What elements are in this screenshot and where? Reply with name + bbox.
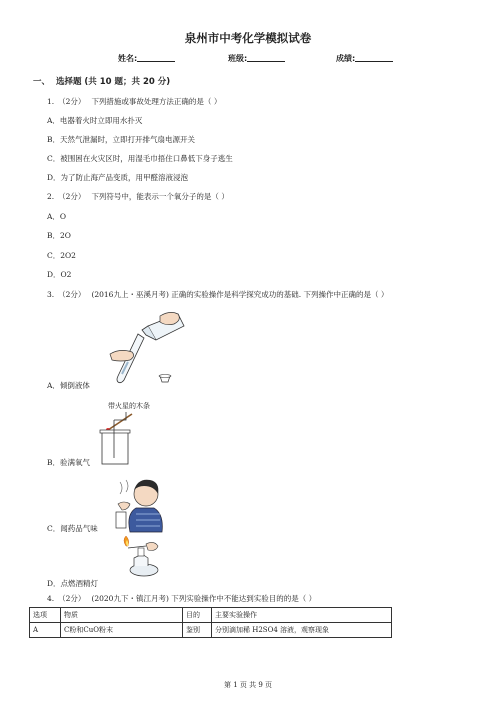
option-text: 闻药品气味 [60,524,98,533]
option-letter: C． [47,524,61,533]
table-header-cell: 选项 [30,608,61,623]
option-text: O2 [60,270,72,279]
option-letter: A． [47,116,60,125]
option-letter: D． [47,579,61,588]
question-1 [47,96,221,107]
option-letter: B． [47,231,61,240]
option-text: 为了防止海产品变质，用甲醛溶液浸泡 [60,173,189,182]
table-row[interactable] [30,623,392,638]
option-text: 验满氧气 [60,458,91,467]
class-blank[interactable] [247,53,285,62]
question-points: （2分） [58,290,86,299]
page-title: 泉州市中考化学模拟试卷 [184,31,312,45]
option-3d[interactable] [47,578,98,589]
option-1a[interactable] [47,115,142,126]
option-letter: B． [47,135,61,144]
option-text: 倾倒液体 [59,381,90,390]
table-header-cell: 主要实验操作 [212,608,392,623]
question-number: 4. [47,594,55,603]
table-header-row [30,608,392,623]
option-text: 被围困在火灾区时，用湿毛巾捂住口鼻低下身子逃生 [60,154,233,163]
question-text: (2020九下・镇江月考) 下列实验操作中不能达到实验目的的是（ ） [91,594,317,603]
question-points: （2分） [58,192,86,201]
figure-label-splint: 带火星的木条 [108,402,150,410]
section-number: 一、 [33,77,51,87]
option-letter: B． [47,458,61,467]
option-text: 点燃酒精灯 [60,579,99,588]
option-text: 2O [60,231,71,240]
figure-pouring-liquid [108,308,188,388]
option-letter: C． [47,154,61,163]
question-text: 下列措施或事故处理方法正确的是（ ） [91,97,222,106]
option-1d[interactable] [47,172,188,183]
option-3b[interactable] [47,457,90,468]
score-field [336,53,393,64]
section-title: 选择题 (共 10 题；共 20 分) [55,77,171,87]
option-text: 2O2 [60,251,76,260]
option-2b[interactable] [47,230,71,241]
question-4 [47,593,316,604]
question-number: 2. [47,192,55,201]
option-3a[interactable] [47,380,90,391]
score-blank[interactable] [355,53,393,62]
option-2c[interactable] [47,250,76,261]
option-text: O [59,212,67,221]
name-field [118,53,175,64]
option-text: 天然气泄漏时，立即打开排气扇电源开关 [60,135,196,144]
section-heading [33,75,170,87]
option-letter: D． [47,173,61,182]
question-text: 下列符号中，能表示一个氧分子的是（ ） [91,192,229,201]
question-2 [47,191,229,202]
option-letter: A． [47,212,60,221]
question-number: 3. [47,290,55,299]
class-field [228,53,285,64]
table-header-cell: 目的 [183,608,212,623]
option-2a[interactable] [47,211,66,222]
option-1c[interactable] [47,153,233,164]
question-number: 1. [47,97,55,106]
option-letter: A． [47,381,60,390]
option-2d[interactable] [47,269,71,280]
table-cell: 鉴别 [183,623,212,638]
table-cell: 分别滴加稀 H2SO4 溶液，观察现象 [212,623,392,638]
table-cell: A [30,623,61,638]
name-label: 姓名: [118,54,138,63]
option-letter: C． [47,251,61,260]
option-text: 电器着火时立即用水扑灭 [59,116,143,125]
option-letter: D． [47,270,61,279]
question-points: （2分） [58,594,86,603]
figure-lighting-lamp [112,534,162,578]
score-label: 成绩: [336,54,356,63]
question-points: （2分） [58,97,86,106]
figure-smelling [110,474,166,532]
name-blank[interactable] [137,53,175,62]
option-1b[interactable] [47,134,195,145]
table-header-cell: 物质 [61,608,183,623]
question-text: (2016九上・巫溪月考) 正确的实验操作是科学探究成功的基础. 下列操作中正确的是（ ） [91,290,389,299]
option-3c[interactable] [47,523,98,534]
question-4-table [29,607,392,638]
table-cell: C粉和CuO粉末 [61,623,183,638]
question-3 [47,289,388,300]
figure-oxygen-test [96,410,146,466]
class-label: 班级: [228,54,248,63]
page-footer: 第 1 页 共 9 页 [223,681,273,689]
